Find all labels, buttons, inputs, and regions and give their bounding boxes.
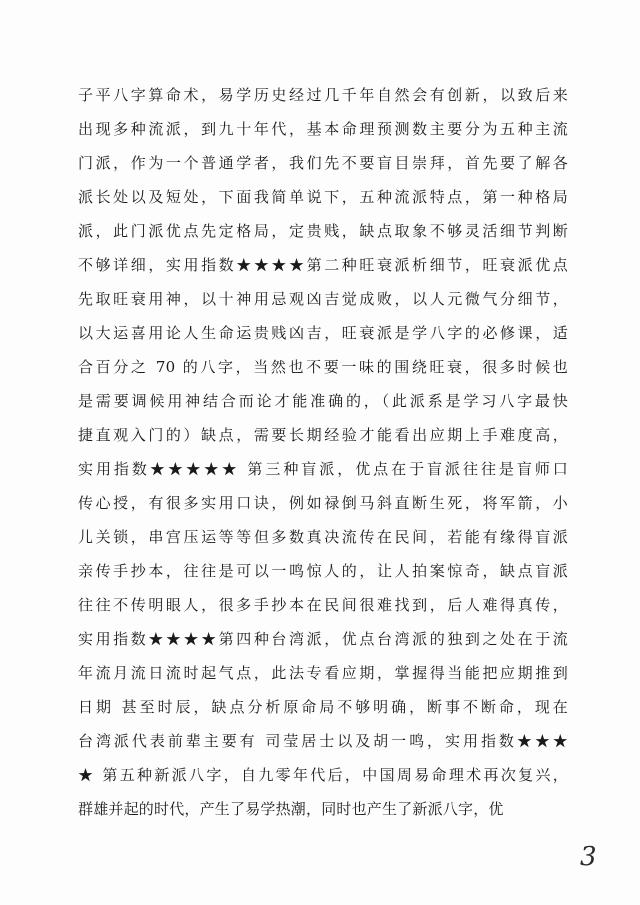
text-line: 台湾派代表前辈主要有 司莹居士以及胡一鸣，实用指数★★★	[78, 732, 568, 750]
text-line: 子平八字算命术，易学历史经过几千年自然会有创新，以致后来	[78, 86, 568, 104]
text-line: 往往不传明眼人，很多手抄本在民间很难找到，后人难得真传，	[78, 596, 568, 614]
text-line: 以大运喜用论人生命运贵贱凶吉，旺衰派是学八字的必修课，适	[78, 324, 568, 342]
text-line: 实用指数★★★★★ 第三种盲派，优点在于盲派往往是盲师口	[78, 460, 568, 478]
page-number: 3	[580, 842, 597, 872]
text-line: 年流月流日流时起气点，此法专看应期，掌握得当能把应期推到	[78, 664, 568, 682]
text-line: 捷直观入门的）缺点，需要长期经验才能看出应期上手难度高，	[78, 426, 568, 444]
text-line: 群雄并起的时代，产生了易学热潮，同时也产生了新派八字，优	[78, 800, 504, 818]
body-text	[78, 78, 568, 826]
text-line: 日期 甚至时辰，缺点分析原命局不够明确，断事不断命，现在	[78, 698, 568, 716]
text-line: 儿关锁，串宫压运等等但多数真决流传在民间，若能有缘得盲派	[78, 528, 568, 546]
text-line: 门派，作为一个普通学者，我们先不要盲目崇拜，首先要了解各	[78, 154, 568, 172]
text-line: 传心授，有很多实用口诀，例如禄倒马斜直断生死，将军箭，小	[78, 494, 568, 512]
text-line: 出现多种流派，到九十年代，基本命理预测数主要分为五种主流	[78, 120, 568, 138]
text-line: 先取旺衰用神，以十神用忌观凶吉觉成败，以人元微气分细节，	[78, 290, 568, 308]
text-line: 是需要调候用神结合而论才能准确的，（此派系是学习八字最快	[78, 392, 568, 410]
text-line: ★ 第五种新派八字，自九零年代后，中国周易命理术再次复兴，	[78, 766, 568, 784]
text-line: 亲传手抄本，往往是可以一鸣惊人的，让人拍案惊奇，缺点盲派	[78, 562, 568, 580]
text-line: 不够详细，实用指数★★★★第二种旺衰派析细节，旺衰派优点	[78, 256, 568, 274]
text-line: 派，此门派优点先定格局，定贵贱，缺点取象不够灵活细节判断	[78, 222, 568, 240]
text-line: 合百分之 70 的八字，当然也不要一味的围绕旺衰，很多时候也	[78, 358, 568, 376]
text-line: 实用指数★★★★第四种台湾派，优点台湾派的独到之处在于流	[78, 630, 568, 648]
text-line: 派长处以及短处，下面我简单说下，五种流派特点，第一种格局	[78, 188, 568, 206]
